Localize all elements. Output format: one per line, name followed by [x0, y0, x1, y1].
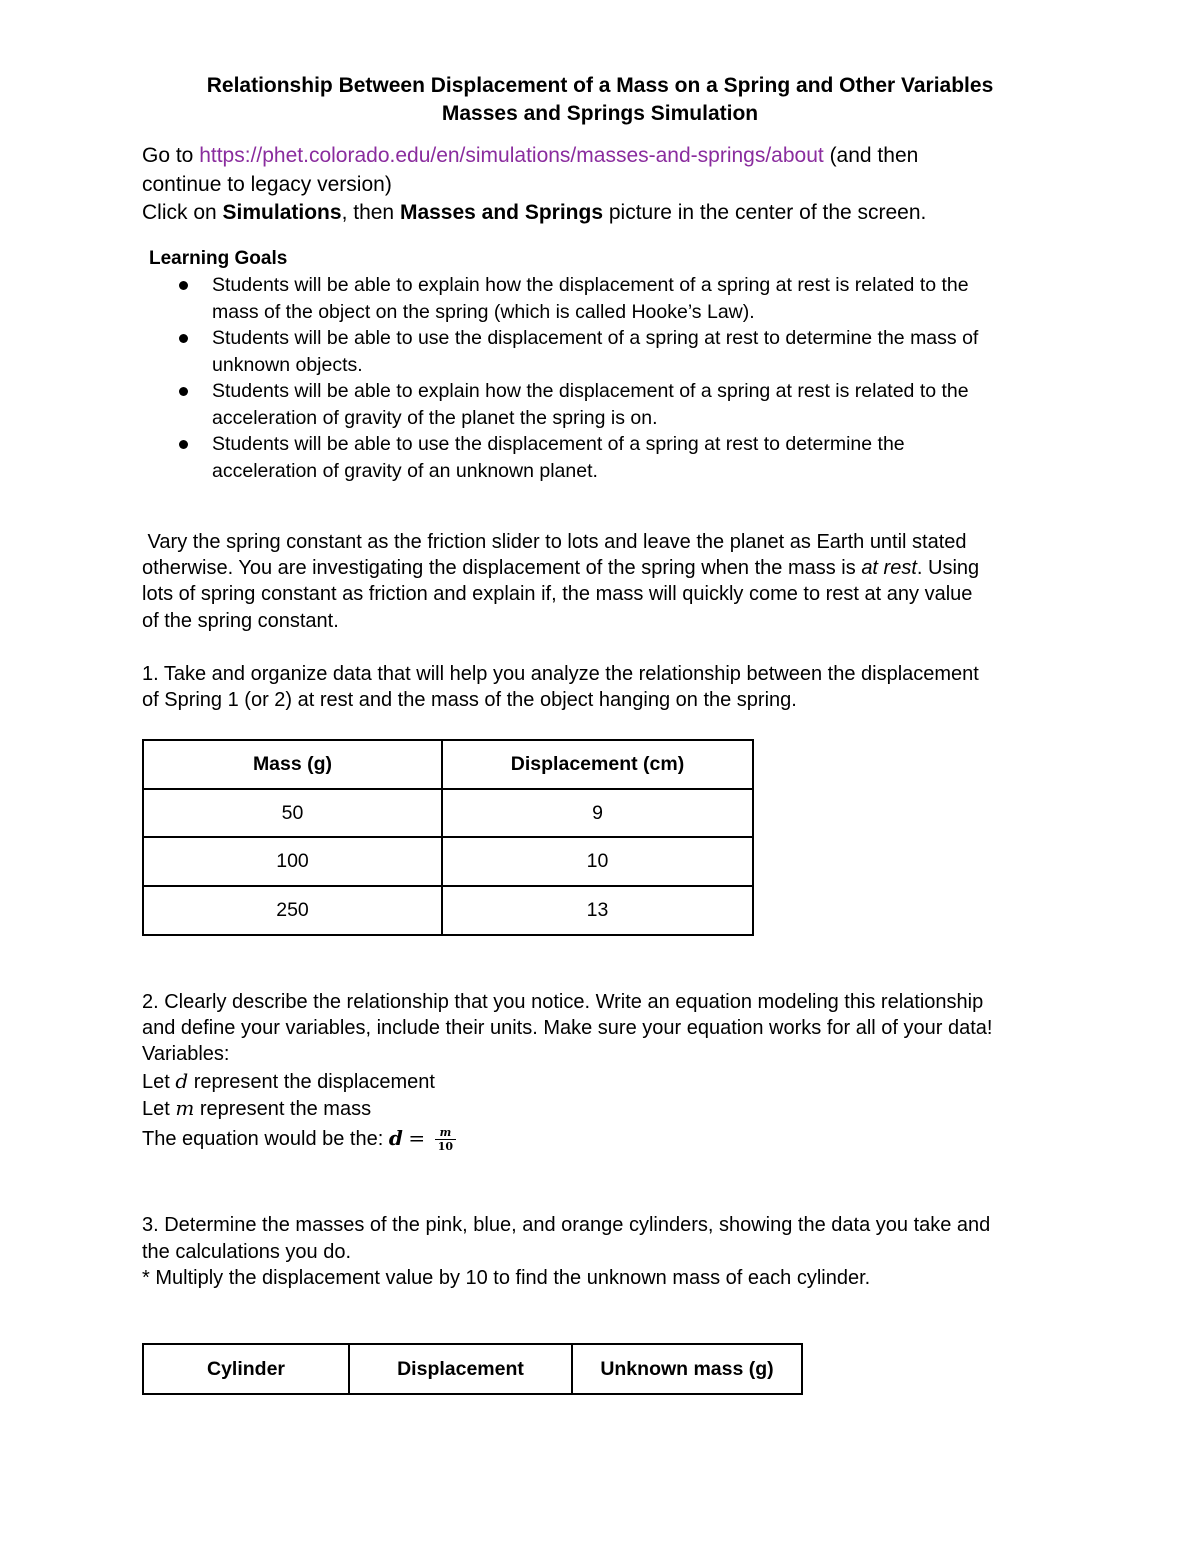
equation-equals: = [408, 1126, 426, 1150]
list-item [0, 431, 1200, 484]
table-header-row [143, 1344, 802, 1394]
click-suffix: picture in the center of the screen. [603, 201, 927, 224]
goal-line: Students will be able to use the displacement of a spring at rest to determine the [212, 433, 905, 455]
mass-displacement-table [142, 739, 754, 936]
table-header-row [143, 740, 753, 789]
goal-line: Students will be able to explain how the displacement of a spring at rest is related to the [212, 380, 969, 402]
bullet-icon [179, 440, 188, 449]
cell-mass: 50 [143, 789, 442, 837]
variable-m-definition [142, 1095, 1082, 1123]
list-item [0, 272, 1200, 325]
question-2-line-1: 2. Clearly describe the relationship that you notice. Write an equation modeling this relationship [142, 991, 984, 1013]
document-subtitle: Masses and Springs Simulation [441, 102, 759, 125]
phet-link[interactable]: https://phet.colorado.edu/en/simulations/masses-and-springs/about [199, 144, 824, 167]
cell-displacement: 13 [442, 886, 753, 935]
instructions-line-1: Vary the spring constant as the friction slider to lots and leave the planet as Earth until stated [142, 531, 967, 553]
list-item [0, 378, 1200, 431]
click-prefix: Click on [142, 201, 223, 224]
simulations-label: Simulations [222, 201, 342, 224]
at-rest-emphasis: at rest [861, 557, 917, 579]
question-1-line-2: of Spring 1 (or 2) at rest and the mass of the object hanging on the spring. [142, 689, 797, 711]
variable-d-definition [142, 1068, 1082, 1096]
click-middle: , then [341, 201, 400, 224]
instructions-text: . Using [916, 557, 980, 579]
instructions-line-2 [142, 555, 1082, 582]
equation-line [142, 1125, 1082, 1153]
equation-label: The equation would be the: [142, 1128, 389, 1150]
learning-goals-heading: Learning Goals [149, 248, 288, 269]
header-displacement: Displacement (cm) [442, 740, 753, 789]
question-1-line-1: 1. Take and organize data that will help you analyze the relationship between the displacement [142, 663, 979, 685]
header-cylinder: Cylinder [143, 1344, 349, 1394]
equation-fraction [435, 1126, 456, 1153]
cylinder-table [142, 1343, 803, 1395]
goal-line: unknown objects. [212, 353, 363, 376]
cell-mass: 250 [143, 886, 442, 935]
intro-go-to [142, 142, 1082, 170]
header-displacement: Displacement [349, 1344, 572, 1394]
variables-label: Variables: [142, 1043, 230, 1065]
table-row [143, 886, 753, 935]
let-label: Let [142, 1071, 176, 1093]
table-row [143, 837, 753, 886]
variable-m-desc: represent the mass [194, 1098, 372, 1120]
goal-line: acceleration of gravity of the planet the spring is on. [212, 406, 658, 429]
goal-line: acceleration of gravity of an unknown planet. [212, 459, 598, 482]
bullet-icon [179, 281, 188, 290]
intro-continue: continue to legacy version) [142, 173, 392, 196]
cell-mass: 100 [143, 837, 442, 886]
learning-goals-list [0, 272, 1200, 484]
question-3-line-2: the calculations you do. [142, 1241, 352, 1263]
question-2-line-2: and define your variables, include their units. Make sure your equation works for all of your data! [142, 1017, 993, 1039]
intro-click [142, 199, 1082, 227]
fraction-numerator: m [435, 1126, 456, 1140]
go-to-prefix: Go to [142, 144, 200, 167]
question-3-note: * Multiply the displacement value by 10 to find the unknown mass of each cylinder. [142, 1267, 871, 1289]
instructions-line-3: lots of spring constant as friction and explain if, the mass will quickly come to rest at any value [142, 583, 973, 605]
masses-springs-label: Masses and Springs [399, 201, 604, 224]
cell-displacement: 10 [442, 837, 753, 886]
goal-line: Students will be able to explain how the displacement of a spring at rest is related to the [212, 274, 969, 296]
let-label: Let [142, 1098, 176, 1120]
document-title: Relationship Between Displacement of a Mass on a Spring and Other Variables [206, 74, 994, 97]
list-item [0, 325, 1200, 378]
goal-line: mass of the object on the spring (which is called Hooke’s Law). [212, 300, 755, 323]
fraction-denominator: 10 [437, 1140, 454, 1154]
bullet-icon [179, 334, 188, 343]
go-to-suffix: (and then [823, 144, 919, 167]
question-3-line-1: 3. Determine the masses of the pink, blue, and orange cylinders, showing the data you take and [142, 1214, 991, 1236]
variable-d: d [175, 1069, 189, 1093]
variable-m: m [175, 1096, 195, 1120]
cell-displacement: 9 [442, 789, 753, 837]
instructions-line-4: of the spring constant. [142, 610, 339, 632]
variable-d-desc: represent the displacement [188, 1071, 435, 1093]
bullet-icon [179, 387, 188, 396]
table-row [143, 789, 753, 837]
header-mass: Mass (g) [143, 740, 442, 789]
header-unknown-mass: Unknown mass (g) [572, 1344, 802, 1394]
goal-line: Students will be able to use the displacement of a spring at rest to determine the mass of [212, 327, 979, 349]
instructions-text: otherwise. You are investigating the displacement of the spring when the mass is [142, 557, 862, 579]
equation-lhs: d [388, 1126, 403, 1150]
